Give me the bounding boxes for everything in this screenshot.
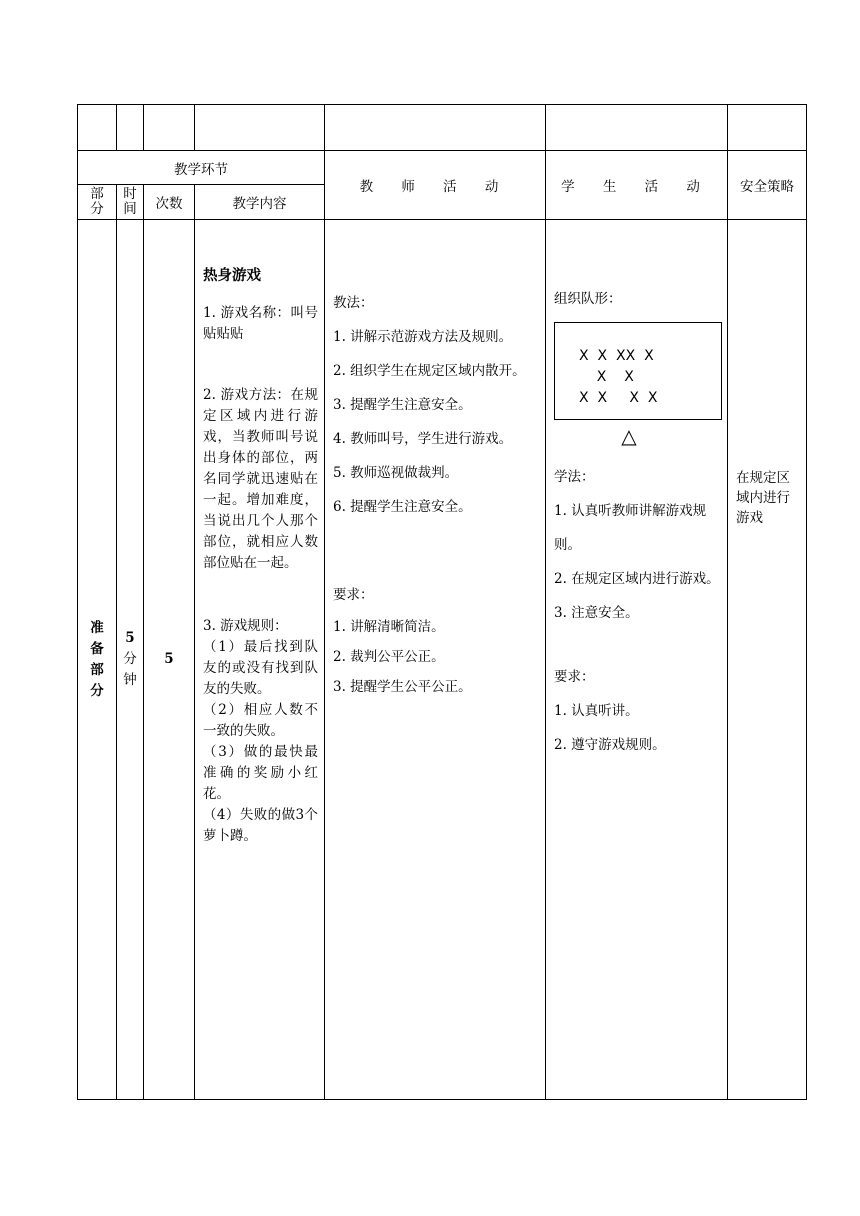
content-item-3: 3. 游戏规则： (203, 618, 288, 634)
body-row (78, 220, 807, 1100)
formation-diagram (554, 322, 722, 420)
time-cell (117, 220, 144, 1100)
teacher-item: 3. 提醒学生注意安全。 (333, 397, 472, 413)
teacher-position-marker: △ (621, 424, 637, 448)
content-item-2: 2. 游戏方法：在规定区域内进行游戏，当教师叫号说出身体的部位，两名同学就迅速贴在一起。增加难度，当说出几个人那个部位，就相应人数部位贴在一起。 (203, 387, 318, 571)
blank-top-row (78, 105, 807, 151)
student-req-label: 要求： (554, 669, 595, 685)
time-header: 时间 (117, 185, 144, 220)
student-item: 1. 认真听教师讲解游戏规则。 (554, 503, 707, 553)
safety-header: 安全策略 (728, 151, 807, 220)
content-rule-1: （1）最后找到队友的或没有找到队友的失败。 (203, 639, 318, 697)
formation-row: X X X X (579, 390, 658, 406)
teacher-req: 3. 提醒学生公平公正。 (333, 679, 472, 695)
student-activity-header: 学 生 活 动 (546, 151, 728, 220)
content-item-1: 1. 游戏名称：叫号贴贴贴 (203, 305, 318, 342)
section-title: 教学环节 (78, 151, 325, 185)
student-method-label: 学法： (554, 469, 595, 485)
content-header: 教学内容 (195, 185, 325, 220)
header-row-1 (78, 151, 807, 185)
teacher-item: 5. 教师巡视做裁判。 (333, 465, 459, 481)
lesson-plan-table (77, 104, 807, 1100)
formation-row: X X (579, 369, 634, 385)
safety-text: 在规定区域内进行游戏 (736, 470, 790, 526)
teacher-req-label: 要求： (333, 587, 374, 603)
student-req: 1. 认真听讲。 (554, 703, 639, 719)
content-cell (195, 220, 325, 1100)
teacher-method-label: 教法： (333, 295, 374, 311)
student-activity-cell (546, 220, 728, 1100)
teacher-req: 1. 讲解清晰简洁。 (333, 619, 445, 635)
content-rule-3: （3）做的最快最准确的奖励小红花。 (203, 744, 318, 802)
teacher-item: 2. 组织学生在规定区域内散开。 (333, 363, 526, 379)
teacher-activity-cell (325, 220, 546, 1100)
time-unit: 分钟 (123, 651, 137, 688)
teacher-item: 6. 提醒学生注意安全。 (333, 499, 472, 515)
part-header: 部分 (78, 185, 117, 220)
content-rule-2: （2）相应人数不一致的失败。 (203, 702, 318, 739)
teacher-item: 1. 讲解示范游戏方法及规则。 (333, 329, 513, 345)
formation-row: X X XX X (579, 348, 654, 364)
student-item: 2. 在规定区域内进行游戏。 (554, 571, 720, 587)
teacher-activity-header: 教 师 活 动 (325, 151, 546, 220)
student-item: 3. 注意安全。 (554, 605, 639, 621)
teacher-item: 4. 教师叫号，学生进行游戏。 (333, 431, 513, 447)
student-req: 2. 遵守游戏规则。 (554, 737, 666, 753)
time-number: 5 (125, 630, 135, 646)
safety-cell (728, 220, 807, 1100)
content-title: 热身游戏 (203, 268, 261, 284)
count-header: 次数 (144, 185, 195, 220)
count-cell: 5 (144, 220, 195, 1100)
formation-label: 组织队形： (554, 291, 622, 307)
part-cell: 准备部分 (78, 220, 117, 1100)
content-rule-4: （4）失败的做3个萝卜蹲。 (203, 807, 318, 844)
teacher-req: 2. 裁判公平公正。 (333, 649, 445, 665)
